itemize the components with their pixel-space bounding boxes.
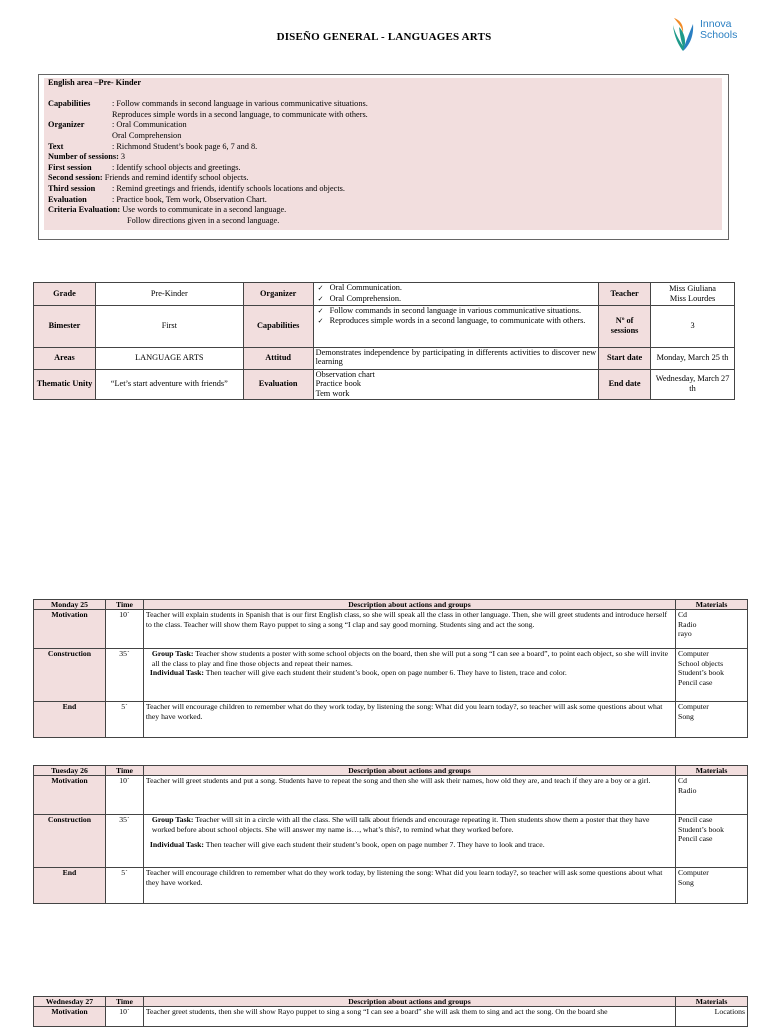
innova-leaf-icon [670, 15, 696, 53]
summary-criteria-label: Criteria Evaluation: [48, 205, 121, 215]
individual-task-text: Then teacher will give each student their student’s book, open on page number 6. They have to listen, trace and color. [203, 668, 567, 678]
material-item: Pencil case [678, 677, 713, 687]
time-header: Time [105, 766, 143, 776]
innova-schools-logo [670, 15, 750, 55]
description-cell: Teacher will explain students in Spanish that is our first English class, so she will speak all the class in other language. Then, she will greet students and introduce herself to the class. Teacher will show them Rayo puppet to sing a song “I clap and say good morning. Students sing and act the song. [143, 610, 675, 649]
description-cell: Teacher will encourage children to remember what do they work today, by listening the song: What did you learn today?, so teacher will ask some questions about what they have worked. [143, 868, 675, 904]
time-value: 5´ [105, 702, 143, 738]
material-item: Radio [678, 785, 697, 795]
summary-second-label: Second session: [48, 173, 103, 183]
materials-header: Materials [676, 766, 748, 776]
time-value: 10´ [105, 610, 143, 649]
stage-construction: Construction [34, 815, 106, 868]
time-value: 10´ [105, 776, 143, 815]
stage-construction: Construction [34, 649, 106, 702]
summary-organizer-2: Oral Comprehension [112, 130, 182, 140]
logo-text-schools: Schools [700, 29, 738, 41]
areas-value: LANGUAGE ARTS [95, 347, 243, 369]
group-task-label: Group Task: [151, 815, 194, 824]
teacher-name: Miss Lourdes [669, 293, 716, 303]
time-value: 35´ [105, 815, 143, 868]
material-item: Pencil case [678, 834, 713, 844]
individual-task-text: Then teacher will give each student their student’s book, open on page number 7. They have to look and trace. [203, 840, 545, 850]
capabilities-value [313, 305, 598, 347]
summary-capabilities-2: Reproduces simple words in a second language, to communicate with others. [112, 109, 368, 119]
summary-criteria-2: Follow directions given in a second language. [127, 215, 280, 225]
stage-motivation: Motivation [34, 1007, 106, 1027]
material-item: Cd [678, 776, 688, 785]
material-item: Pencil case [678, 815, 713, 824]
description-cell [143, 649, 675, 702]
logo-text-innova: Innova [700, 18, 732, 30]
organizer-item: ✓ Oral Communication. [316, 283, 596, 294]
sessions-value: 3 [651, 305, 735, 347]
tuesday-table [33, 765, 748, 904]
summary-first-value: : Identify school objects and greetings. [112, 162, 241, 172]
summary-evaluation-label: Evaluation [48, 194, 87, 204]
materials-header: Materials [676, 600, 748, 610]
time-value: 10´ [105, 1007, 143, 1027]
material-item: Radio [678, 619, 697, 629]
materials-header: Materials [676, 997, 748, 1007]
capability-item: ✓ Follow commands in second language in various communicative situations. [316, 306, 596, 317]
summary-capabilities-label: Capabilities [48, 99, 91, 109]
thematic-label: Thematic Unity [34, 369, 96, 399]
info-table [33, 282, 735, 400]
material-item: School objects [678, 658, 724, 668]
summary-third-label: Third session [48, 183, 96, 193]
time-header: Time [105, 600, 143, 610]
description-cell: Teacher greet students, then she will show Rayo puppet to sing a song “I can see a board” she will ask them to sing and act the song. On the board she [143, 1007, 675, 1027]
day-header: Monday 25 [34, 600, 106, 610]
teacher-name: Miss Giuliana [669, 284, 716, 293]
attitude-label: Attitud [243, 347, 313, 369]
evaluation-value [313, 369, 598, 399]
attitude-value: Demonstrates independence by participating in differents activities to discover new learning [313, 347, 598, 369]
material-item: Song [678, 877, 694, 887]
end-date-value: Wednesday, March 27 th [651, 369, 735, 399]
sessions-label: Nº of sessions [599, 305, 651, 347]
material-item: Computer [678, 702, 709, 711]
evaluation-item: Practice book [315, 379, 362, 389]
teacher-label: Teacher [599, 283, 651, 306]
time-value: 5´ [105, 868, 143, 904]
organizer-label: Organizer [243, 283, 313, 306]
capability-item: ✓ Reproduces simple words in a second language, to communicate with others. [316, 316, 596, 327]
material-item: Computer [678, 649, 709, 658]
materials-cell: Locations [676, 1007, 748, 1027]
group-task-label: Group Task: [151, 649, 194, 658]
summary-sessions-value: 3 [118, 152, 126, 162]
materials-cell [676, 776, 748, 815]
evaluation-label: Evaluation [243, 369, 313, 399]
summary-sessions-label: Number of sessions: [48, 152, 119, 162]
summary-criteria-1: Use words to communicate in a second language. [120, 205, 287, 215]
summary-capabilities-1: : Follow commands in second language in various communicative situations. [112, 99, 368, 109]
summary-content [44, 78, 722, 230]
description-header: Description about actions and groups [143, 600, 675, 610]
summary-second-value: Friends and remind identify school objects. [102, 173, 249, 183]
areas-label: Areas [34, 347, 96, 369]
description-cell: Teacher will encourage children to remember what do they work today, by listening the song: What did you learn today?, so teacher will ask some questions about what they have worked. [143, 702, 675, 738]
materials-cell [676, 868, 748, 904]
description-cell: Teacher will greet students and put a song. Students have to repeat the song and then she will ask their names, how old they are, and teach if they are a boy or a girl. [143, 776, 675, 815]
summary-organizer-1: : Oral Communication [112, 120, 187, 130]
materials-cell [676, 702, 748, 738]
individual-task-label: Individual Task: [149, 840, 204, 850]
start-date-value: Monday, March 25 th [651, 347, 735, 369]
summary-text-value: : Richmond Student’s book page 6, 7 and 8. [112, 141, 258, 151]
summary-text-label: Text [48, 141, 64, 151]
group-task-text: Teacher show students a poster with some school objects on the board, then she will put a song “I can see a board”, to point each object, so she will invite all the class to play and fine those objects and repeat their names. [151, 649, 668, 668]
materials-cell [676, 610, 748, 649]
stage-motivation: Motivation [34, 610, 106, 649]
organizer-value [313, 283, 598, 306]
materials-cell [676, 649, 748, 702]
organizer-item: ✓ Oral Comprehension. [316, 294, 596, 305]
evaluation-item: Tem work [315, 389, 350, 399]
material-item: Cd [678, 610, 688, 619]
wednesday-table [33, 996, 748, 1027]
summary-organizer-label: Organizer [48, 120, 85, 130]
material-item: Computer [678, 868, 709, 877]
day-header: Tuesday 26 [34, 766, 106, 776]
group-task-text: Teacher will sit in a circle with all the class. She will talk about friends and encourage repeating it. Then students show them a poster that they have worked before about school objects. She will answer my name is…, what’s this?, to remind what they worked before. [151, 815, 650, 834]
individual-task-label: Individual Task: [149, 668, 204, 678]
day-header: Wednesday 27 [34, 997, 106, 1007]
description-cell [143, 815, 675, 868]
description-header: Description about actions and groups [143, 766, 675, 776]
document-title: DISEÑO GENERAL - LANGUAGES ARTS [276, 31, 492, 43]
material-item: rayo [678, 629, 692, 639]
stage-end: End [34, 868, 106, 904]
material-item: Song [678, 711, 694, 721]
summary-evaluation-value: : Practice book, Tem work, Observation Chart. [112, 194, 267, 204]
summary-box [38, 74, 729, 240]
material-item: Student’s book [678, 668, 724, 678]
stage-end: End [34, 702, 106, 738]
thematic-value: “Let’s start adventure with friends” [95, 369, 243, 399]
time-header: Time [105, 997, 143, 1007]
capabilities-label: Capabilities [243, 305, 313, 347]
materials-cell [676, 815, 748, 868]
teacher-value [651, 283, 735, 306]
summary-area: English area –Pre- Kinder [48, 78, 142, 87]
start-date-label: Start date [599, 347, 651, 369]
summary-third-value: : Remind greetings and friends, identify schools locations and objects. [112, 183, 345, 193]
evaluation-item: Observation chart [315, 369, 375, 379]
summary-first-label: First session [48, 162, 92, 172]
material-item: Student’s book [678, 824, 724, 834]
grade-label: Grade [34, 283, 96, 306]
end-date-label: End date [599, 369, 651, 399]
stage-motivation: Motivation [34, 776, 106, 815]
time-value: 35´ [105, 649, 143, 702]
bimester-value: First [95, 305, 243, 347]
monday-table [33, 599, 748, 738]
description-header: Description about actions and groups [143, 997, 675, 1007]
bimester-label: Bimester [34, 305, 96, 347]
grade-value: Pre-Kinder [95, 283, 243, 306]
